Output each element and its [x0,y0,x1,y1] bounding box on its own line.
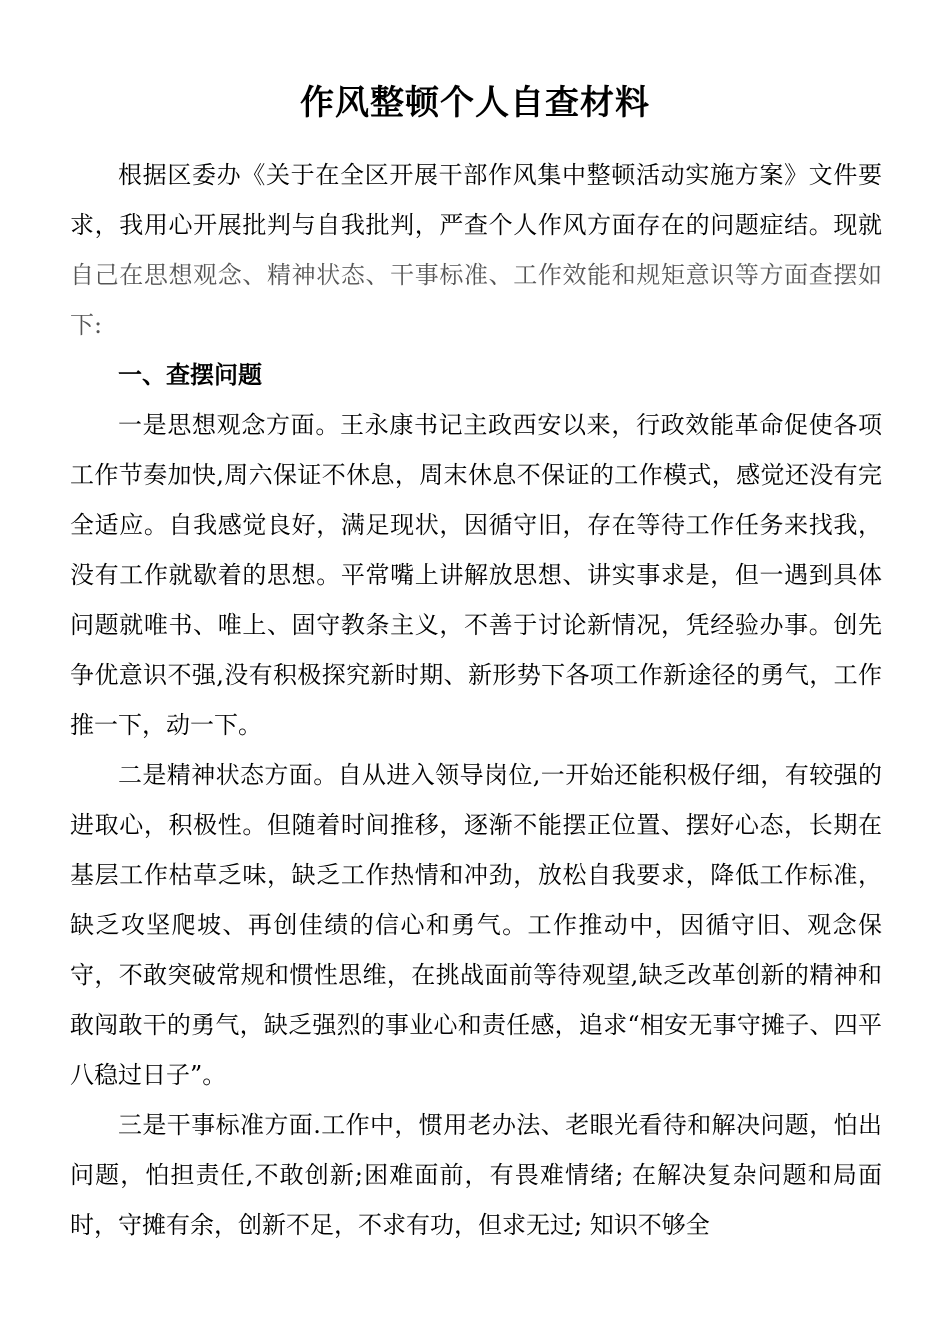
document-title: 作风整顿个人自查材料 [300,83,650,123]
paragraph-ideology: 一是思想观念方面。王永康书记主政西安以来，行政效能革命促使各项工作节奏加快,周六保证不休息，周末休息不保证的工作模式，感觉还没有完全适应。自我感觉良好，满足现状，因循守旧，存在等待工作任务来找我，没有工作就歇着的思想。平常嘴上讲解放思想、讲实事求是，但一遇到具体问题就唯书、唯上、固守教条主义，不善于讨论新情况，凭经验办事。创先争优意识不强,没有积极探究新时期、新形势下各项工作新途径的勇气，工作推一下，动一下。 [70,411,882,739]
section-heading: 一、查摆问题 [118,361,262,389]
intro-paragraph [70,150,882,350]
paragraph-spirit: 二是精神状态方面。自从进入领导岗位,一开始还能积极仔细，有较强的进取心，积极性。但随着时间推移，逐渐不能摆正位置、摆好心态，长期在基层工作枯草乏味，缺乏工作热情和冲劲，放松自我要求，降低工作标准，缺乏攻坚爬坡、再创佳绩的信心和勇气。工作推动中，因循守旧、观念保守，不敢突破常规和惯性思维，在挑战面前等待观望,缺乏改革创新的精神和敢闯敢干的勇气，缺乏强烈的事业心和责任感，追求“相安无事守摊子、四平八稳过日子”。 [70,761,882,1089]
intro-tail-text: 自己在思想观念、精神状态、干事标准、工作效能和规矩意识等方面查摆如下: [70,261,882,339]
paragraph-work-standard: 三是干事标准方面.工作中，惯用老办法、老眼光看待和解决问题，怕出问题，怕担责任,不敢创新;困难面前，有畏难情绪; 在解决复杂问题和局面时，守摊有余，创新不足，不求有功，但求无过; 知识不够全 [70,1111,882,1239]
document-body [70,150,882,1250]
intro-main-text: 根据区委办《关于在全区开展干部作风集中整顿活动实施方案》文件要求，我用心开展批判与自我批判，严查个人作风方面存在的问题症结。现就 [70,161,882,239]
